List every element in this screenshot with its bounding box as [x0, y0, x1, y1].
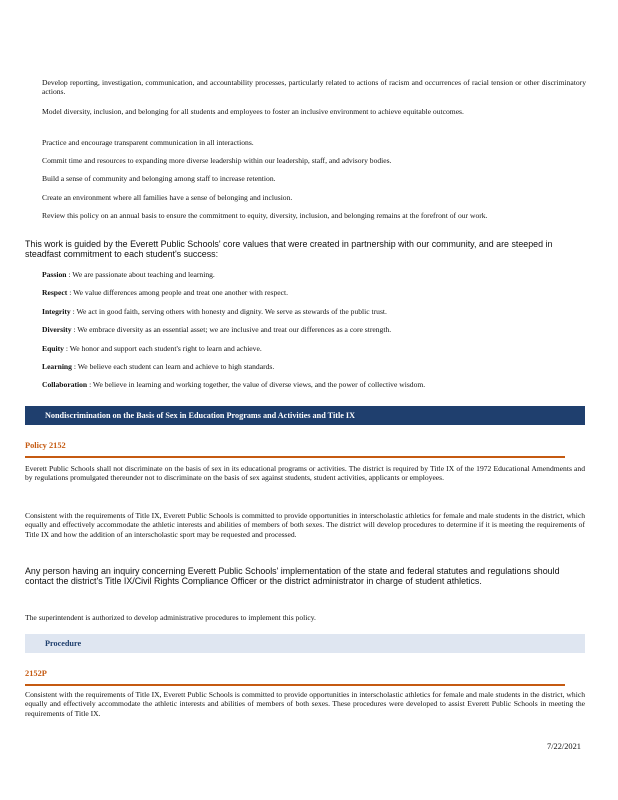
section-banner-nondiscrimination: Nondiscrimination on the Basis of Sex in Education Programs and Activities and Title IX — [25, 406, 585, 425]
value-desc: : We embrace diversity as an essential asset; we are inclusive and treat our differences as a core strength. — [73, 325, 392, 334]
policy-paragraph: The superintendent is authorized to develop administrative procedures to implement this policy. — [25, 613, 316, 622]
policy-paragraph: Consistent with the requirements of Title IX, Everett Public Schools is committed to provide opportunities in interscholastic athletics for female and male students in the district, which equally and effectively accommodate the athletic interests and abilities of members of both sexes. The district will develop procedures to determine if it is meeting the requirements of Title IX and how the addition of an interscholastic sport may be requested and processed. — [25, 511, 585, 539]
section-banner-procedure: Procedure — [25, 634, 585, 653]
section-divider — [25, 456, 565, 458]
document-date: 7/22/2021 — [547, 742, 581, 751]
goal-item: Model diversity, inclusion, and belonging for all students and employees to foster an inclusive environment to achieve equitable outcomes. — [42, 107, 464, 116]
value-item — [26, 270, 586, 279]
value-term: Equity — [42, 344, 64, 353]
values-intro: This work is guided by the Everett Public Schools' core values that were created in partnership with our community, and are steeped in steadfast commitment to each student's success: — [25, 239, 553, 260]
value-term: Learning — [42, 362, 72, 371]
value-item — [26, 307, 586, 316]
inquiry-paragraph: Any person having an inquiry concerning Everett Public Schools' implementation of the state and federal statutes and regulations should contact the district's Title IX/Civil Rights Compliance Officer or the district administrator in charge of student athletics. — [25, 566, 560, 587]
value-desc: : We believe in learning and working together, the value of diverse views, and the power of collective wisdom. — [89, 380, 426, 389]
goal-item: Commit time and resources to expanding more diverse leadership within our leadership, staff, and advisory bodies. — [42, 156, 392, 165]
section-divider — [25, 684, 565, 686]
value-term: Diversity — [42, 325, 72, 334]
value-term: Respect — [42, 288, 68, 297]
value-desc: : We believe each student can learn and achieve to high standards. — [73, 362, 275, 371]
value-item — [26, 362, 586, 371]
value-term: Passion — [42, 270, 67, 279]
goal-item: Build a sense of community and belonging among staff to increase retention. — [42, 174, 276, 183]
value-item — [26, 288, 586, 297]
value-term: Integrity — [42, 307, 71, 316]
value-item — [26, 380, 586, 389]
value-desc: : We value differences among people and treat one another with respect. — [69, 288, 289, 297]
procedure-paragraph: Consistent with the requirements of Title IX, Everett Public Schools is committed to provide opportunities in interscholastic athletics for female and male students in the district, which equally and effectively accommodate the athletic interests and abilities of members of both sexes. These procedures were developed to assist Everett Public Schools in meeting the requirements of Title IX. — [25, 690, 585, 718]
value-desc: : We act in good faith, serving others with honesty and dignity. We serve as stewards of the public trust. — [72, 307, 387, 316]
goal-item: Create an environment where all families have a sense of belonging and inclusion. — [42, 193, 293, 202]
policy-paragraph: Everett Public Schools shall not discriminate on the basis of sex in its educational programs or activities. The district is required by Title IX of the 1972 Educational Amendments and by regulations promulgated thereunder not to discriminate on the basis of sex against students, student activities, applicants or employees. — [25, 464, 585, 483]
goal-item: Develop reporting, investigation, communication, and accountability processes, particularly related to actions of racism and occurrences of racial tension or other discriminatory actions. — [42, 78, 586, 97]
value-desc: : We are passionate about teaching and learning. — [68, 270, 215, 279]
procedure-label: 2152P — [25, 669, 47, 678]
value-item — [26, 344, 586, 353]
goal-item: Practice and encourage transparent communication in all interactions. — [42, 138, 254, 147]
value-desc: : We honor and support each student's right to learn and achieve. — [65, 344, 262, 353]
goal-item: Review this policy on an annual basis to ensure the commitment to equity, diversity, inclusion, and belonging remains at the forefront of our work. — [42, 211, 488, 220]
policy-label: Policy 2152 — [25, 441, 66, 450]
value-item — [26, 325, 586, 334]
value-term: Collaboration — [42, 380, 88, 389]
